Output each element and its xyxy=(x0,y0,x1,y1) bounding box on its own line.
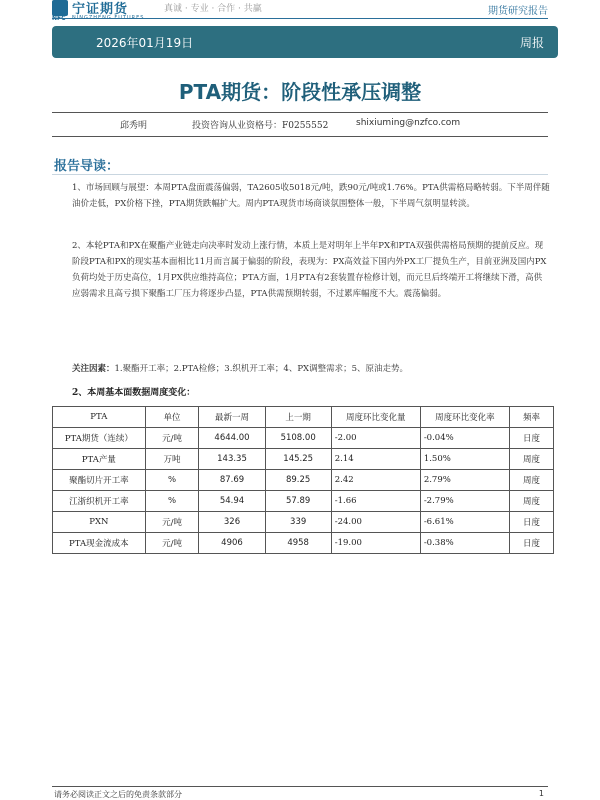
cell-unit: 万吨 xyxy=(145,449,199,470)
cell-indicator: 聚酯切片开工率 xyxy=(53,470,146,491)
cell-frequency: 周度 xyxy=(509,449,553,470)
header-divider xyxy=(52,18,548,19)
cell-indicator: PTA产量 xyxy=(53,449,146,470)
footer-divider xyxy=(52,786,548,787)
logo-text-cn: 宁证期货 xyxy=(72,2,129,17)
table-row xyxy=(53,449,554,470)
cell-indicator: PXN xyxy=(53,512,146,533)
cell-previous: 145.25 xyxy=(265,449,331,470)
report-date: 2026年01月19日 xyxy=(96,36,194,50)
cell-previous: 4958 xyxy=(265,533,331,554)
company-motto: 真诚 · 专业 · 合作 · 共赢 xyxy=(164,4,262,14)
fundamentals-table xyxy=(52,406,554,554)
author-license: 投资咨询从业资格号：F0255552 xyxy=(192,121,329,131)
column-header: 频率 xyxy=(509,407,553,428)
report-category: 期货研究报告 xyxy=(488,6,548,17)
cell-change-rate: 1.50% xyxy=(420,449,509,470)
cell-indicator: PTA现金流成本 xyxy=(53,533,146,554)
author-name: 邱秀明 xyxy=(120,121,148,131)
page-number: 1 xyxy=(538,789,544,798)
cell-latest: 4906 xyxy=(199,533,265,554)
section-divider xyxy=(52,174,548,175)
focus-text: 1.聚酯开工率；2.PTA检修；3.织机开工率；4、PX调整需求；5、原油走势。 xyxy=(114,364,408,374)
cell-indicator: PTA期货（连续） xyxy=(53,428,146,449)
cell-change: -2.00 xyxy=(331,428,420,449)
cell-unit: 元/吨 xyxy=(145,428,199,449)
title-divider-top xyxy=(52,112,548,113)
column-header: 上一期 xyxy=(265,407,331,428)
table-row xyxy=(53,533,554,554)
cell-latest: 54.94 xyxy=(199,491,265,512)
cell-change: -19.00 xyxy=(331,533,420,554)
footer-disclaimer: 请务必阅读正文之后的免责条款部分 xyxy=(54,790,182,799)
report-title: PTA期货：阶段性承压调整 xyxy=(178,80,422,104)
cell-frequency: 日度 xyxy=(509,428,553,449)
cell-change: -24.00 xyxy=(331,512,420,533)
cell-previous: 339 xyxy=(265,512,331,533)
table-row xyxy=(53,428,554,449)
column-header: 周度环比变化率 xyxy=(420,407,509,428)
cell-frequency: 日度 xyxy=(509,533,553,554)
cell-unit: % xyxy=(145,491,199,512)
cell-previous: 5108.00 xyxy=(265,428,331,449)
cell-latest: 4644.00 xyxy=(199,428,265,449)
focus-label: 关注因素： xyxy=(72,364,115,374)
table-row xyxy=(53,512,554,533)
column-header: PTA xyxy=(53,407,146,428)
table-row xyxy=(53,491,554,512)
paragraph-market-review: 1、市场回顾与展望：本周PTA盘面震荡偏弱，TA2605收5018元/吨，跌90元/吨或1.76%。PTA供需格局略转弱。下半周伴随油价走低，PX价格下挫，PTA期货跌幅扩大。周内PTA现货市场商谈氛围整体一般，下半周气氛明显转淡。 xyxy=(72,183,550,209)
title-divider-bottom xyxy=(52,136,548,137)
cell-change-rate: -6.61% xyxy=(420,512,509,533)
column-header: 单位 xyxy=(145,407,199,428)
column-header: 周度环比变化量 xyxy=(331,407,420,428)
cell-latest: 326 xyxy=(199,512,265,533)
company-logo-icon xyxy=(52,0,68,16)
focus-factors xyxy=(72,362,550,374)
cell-change: 2.14 xyxy=(331,449,420,470)
section-heading: 报告导读： xyxy=(54,159,120,174)
cell-frequency: 周度 xyxy=(509,491,553,512)
cell-unit: 元/吨 xyxy=(145,533,199,554)
cell-frequency: 周度 xyxy=(509,470,553,491)
cell-frequency: 日度 xyxy=(509,512,553,533)
cell-change-rate: -0.04% xyxy=(420,428,509,449)
cell-unit: 元/吨 xyxy=(145,512,199,533)
cell-latest: 87.69 xyxy=(199,470,265,491)
table-header-row xyxy=(53,407,554,428)
date-banner xyxy=(52,26,558,58)
cell-previous: 89.25 xyxy=(265,470,331,491)
cell-latest: 143.35 xyxy=(199,449,265,470)
page-header xyxy=(0,0,600,22)
report-type: 周报 xyxy=(519,36,544,50)
column-header: 最新一周 xyxy=(199,407,265,428)
cell-change-rate: -2.79% xyxy=(420,491,509,512)
cell-indicator: 江浙织机开工率 xyxy=(53,491,146,512)
table-title: 2、本周基本面数据周度变化： xyxy=(72,388,196,398)
paragraph-analysis: 2、本轮PTA和PX在聚酯产业链走向决率时发动上涨行情，本质上是对明年上半年PX和PTA双强供需格局预期的提前反应。现阶段PTA和PX的现实基本面相比11月而言属于偏弱的阶段，表现为：PX高效益下国内外PX工厂提负生产，目前亚洲及国内PX负荷均处于历史高位，1月PX供应维持高位；PTA方面，1月PTA有2套装置存检修计划，而元旦后终端开工将继续下滑，高供应弱需求且高亏损下聚酯工厂压力将逐步凸显，PTA供需预期转弱，不过累库幅度不大。震荡偏弱。 xyxy=(72,241,547,299)
table-row xyxy=(53,470,554,491)
cell-previous: 57.89 xyxy=(265,491,331,512)
cell-change: 2.42 xyxy=(331,470,420,491)
author-email[interactable]: shixiuming@nzfco.com xyxy=(356,118,461,128)
cell-change: -1.66 xyxy=(331,491,420,512)
cell-change-rate: 2.79% xyxy=(420,470,509,491)
cell-change-rate: -0.38% xyxy=(420,533,509,554)
cell-unit: % xyxy=(145,470,199,491)
